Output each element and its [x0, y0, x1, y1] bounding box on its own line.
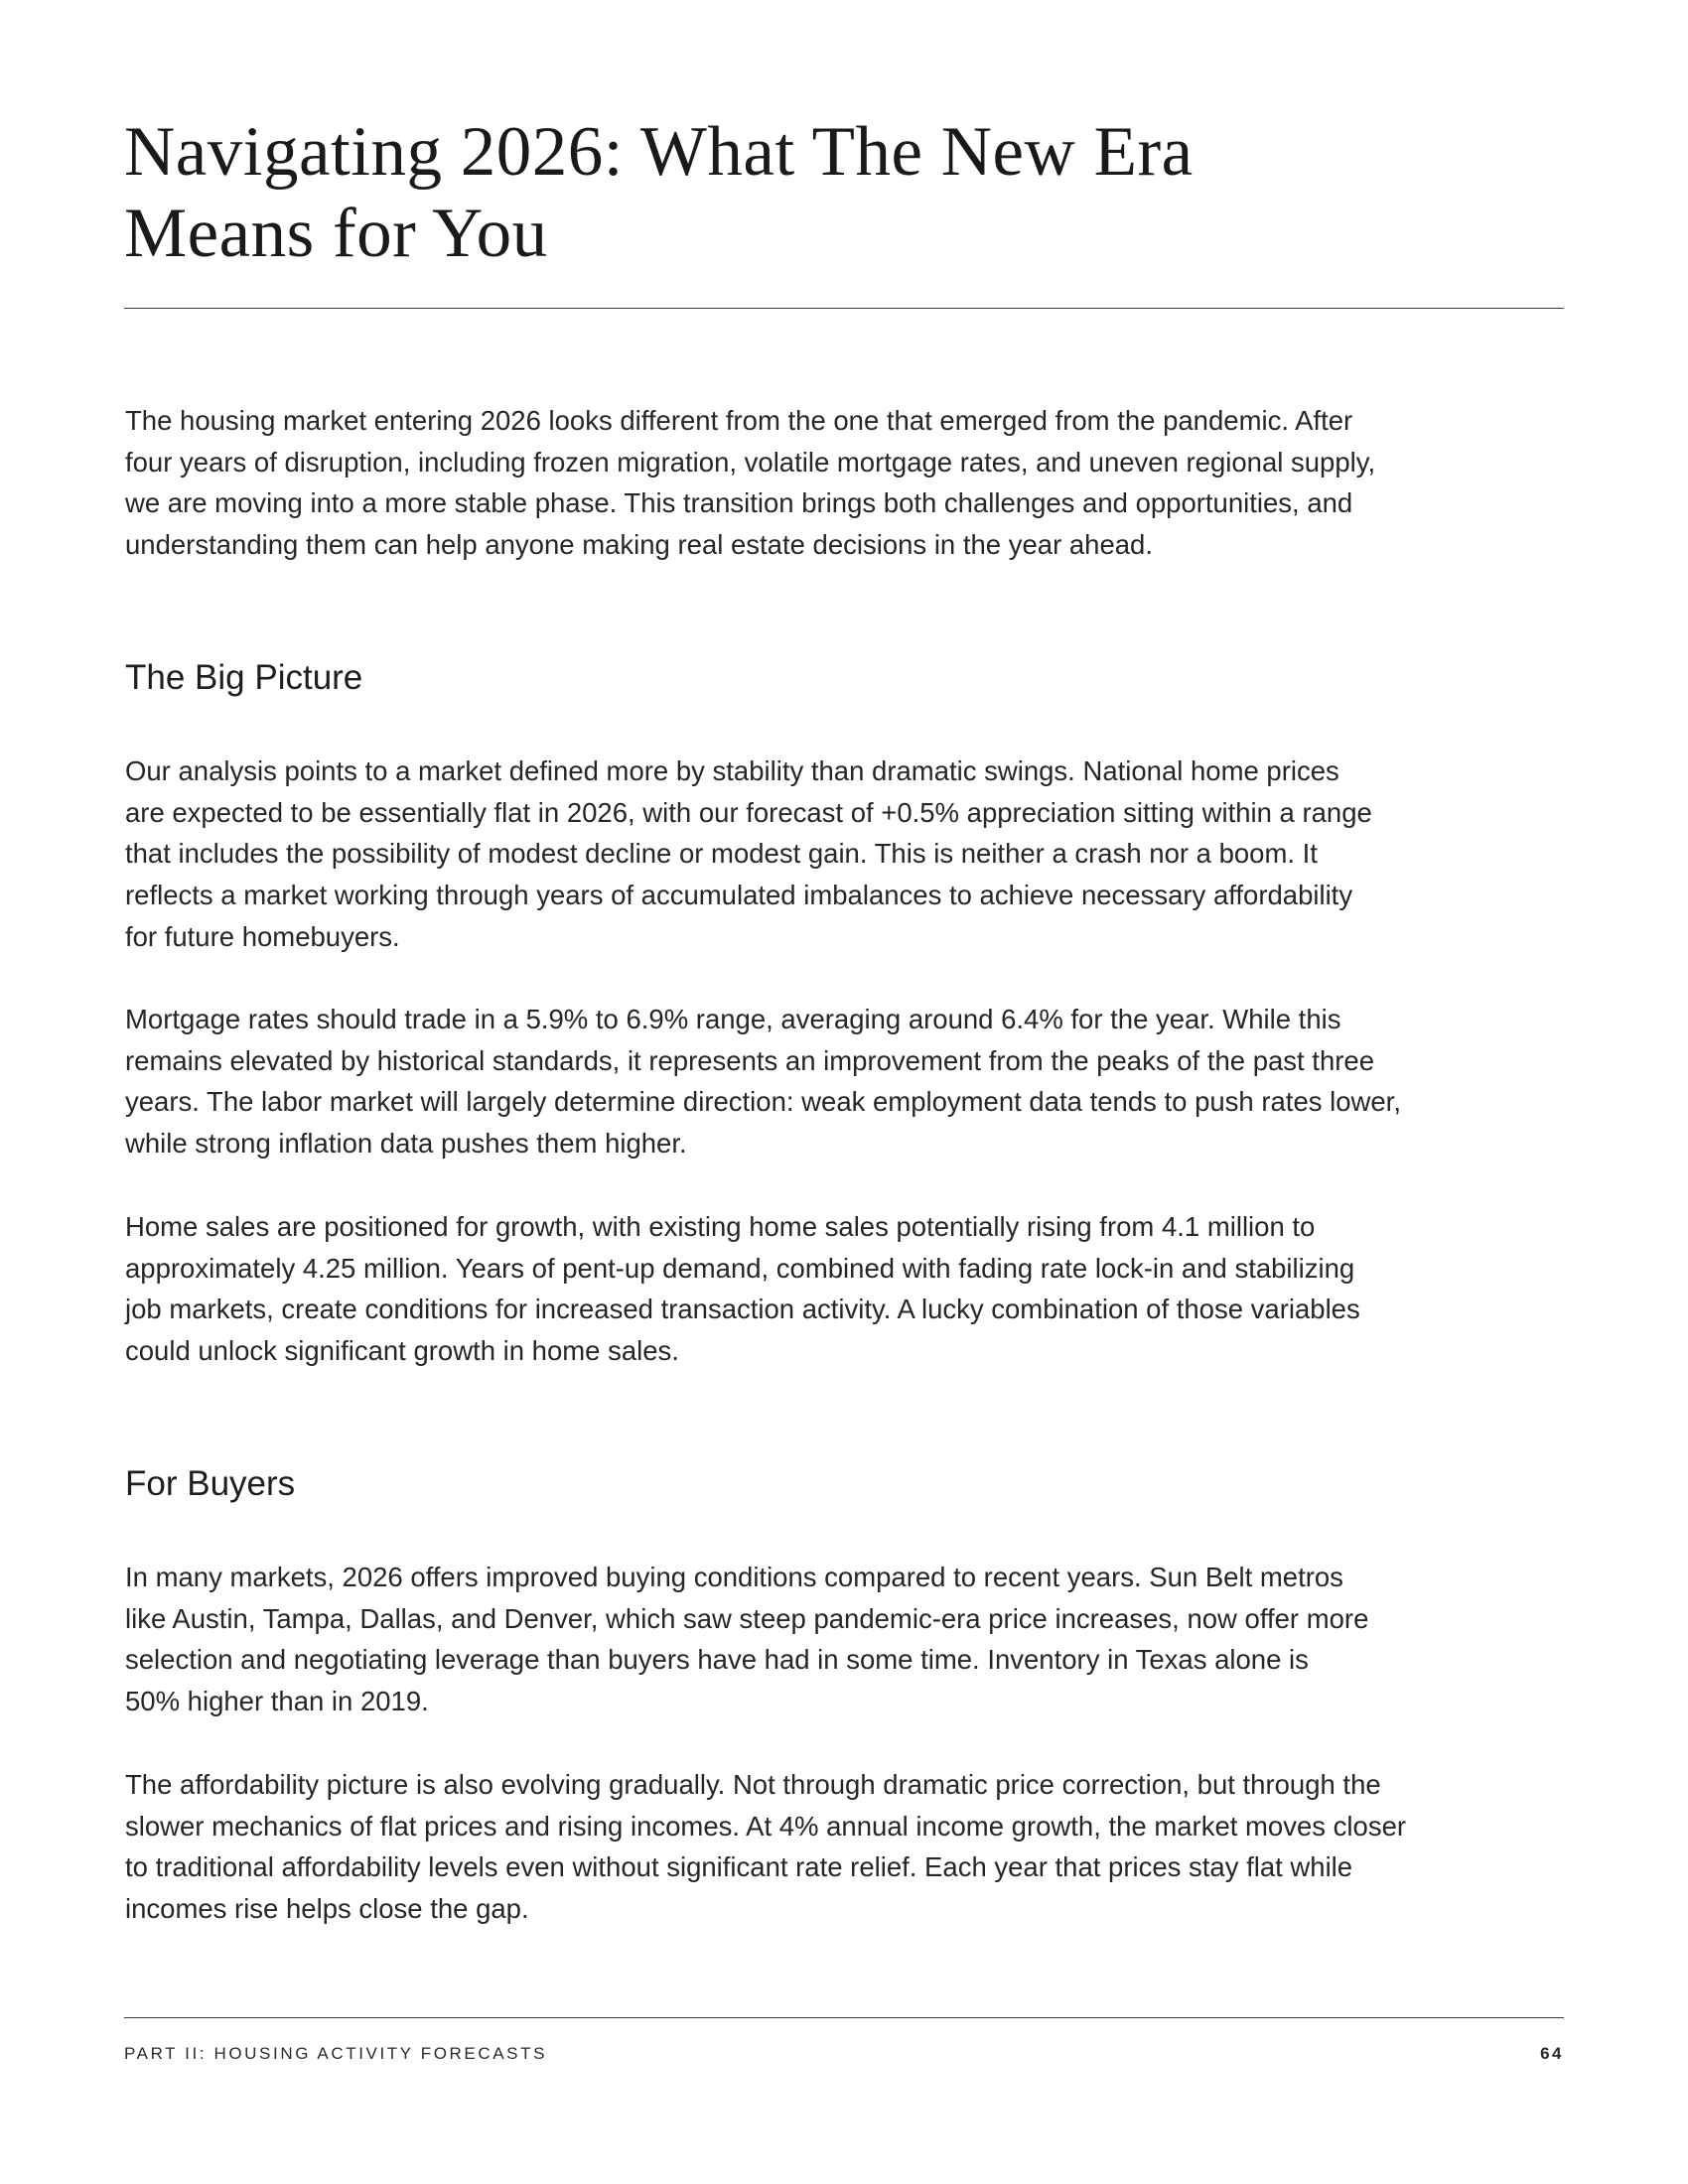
footer-section-label: PART II: HOUSING ACTIVITY FORECASTS: [124, 2044, 548, 2063]
paragraph-buying-conditions: In many markets, 2026 offers improved buying conditions compared to recent years. Sun Belt metros like Austin, Tampa, Dallas, and Denver, which saw steep pandemic-era price increases, now offer more selection and negotiating leverage than buyers have had in some time. Inventory in Texas alone is 50% higher than in 2019.: [125, 1562, 1369, 1717]
page-title: Navigating 2026: What The New Era Means for You: [124, 113, 1194, 272]
paragraph-mortgage-rates: Mortgage rates should trade in a 5.9% to 6.9% range, averaging around 6.4% for the year. While this remains elevated by historical standards, it represents an improvement from the peaks of the past three years. The labor market will largely determine direction: weak employment data tends to push rates lower, while strong inflation data pushes them higher.: [125, 1004, 1401, 1160]
page-number: 64: [1540, 2044, 1564, 2063]
footer-divider: [124, 2017, 1564, 2018]
paragraph-home-prices: Our analysis points to a market defined more by stability than dramatic swings. National home prices are expected to be essentially flat in 2026, with our forecast of +0.5% appreciation sitting within a range that includes the possibility of modest decline or modest gain. This is neither a crash nor a boom. It reflects a market working through years of accumulated imbalances to achieve necessary affordability for future homebuyers.: [125, 755, 1372, 952]
paragraph-home-sales: Home sales are positioned for growth, with existing home sales potentially rising from 4.1 million to approximately 4.25 million. Years of pent-up demand, combined with fading rate lock-in and stabilizing job markets, create conditions for increased transaction activity. A lucky combination of those variables could unlock significant growth in home sales.: [125, 1211, 1360, 1367]
section-heading-for-buyers: For Buyers: [125, 1464, 296, 1503]
intro-paragraph: The housing market entering 2026 looks different from the one that emerged from the pandemic. After four years of disruption, including frozen migration, volatile mortgage rates, and uneven regional supply, we are moving into a more stable phase. This transition brings both challenges and opportunities, and understanding them can help anyone making real estate decisions in the year ahead.: [125, 405, 1376, 561]
section-heading-big-picture: The Big Picture: [125, 658, 363, 697]
title-divider: [124, 308, 1564, 309]
paragraph-affordability: The affordability picture is also evolving gradually. Not through dramatic price correction, but through the slower mechanics of flat prices and rising incomes. At 4% annual income growth, the market moves closer to traditional affordability levels even without significant rate relief. Each year that prices stay flat while incomes rise helps close the gap.: [125, 1769, 1407, 1925]
